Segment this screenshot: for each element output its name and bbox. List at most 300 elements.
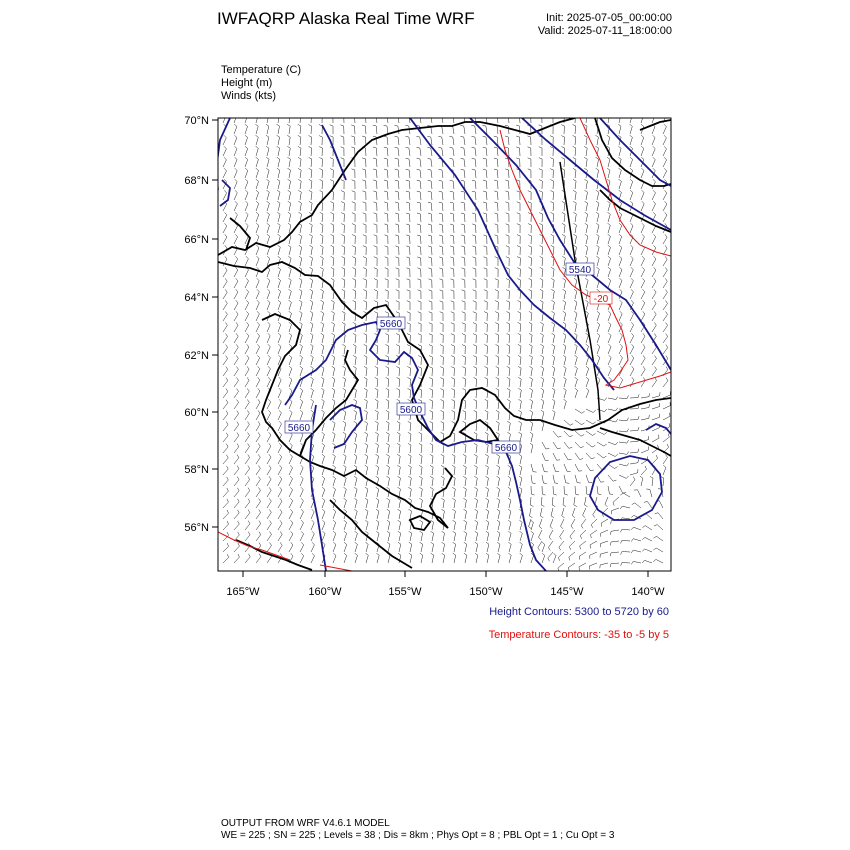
wind-barb	[619, 395, 629, 398]
wind-barb	[484, 312, 487, 321]
wind-barb	[311, 388, 314, 398]
wind-barb	[473, 323, 476, 332]
wind-barb	[256, 333, 260, 343]
wind-barb	[311, 520, 314, 530]
wind-barb	[234, 510, 239, 519]
wind-barb	[277, 223, 280, 233]
wind-barb	[420, 531, 423, 541]
wind-barb	[344, 542, 347, 552]
wind-barb	[355, 553, 358, 563]
wind-barb	[365, 498, 368, 508]
field-label-winds: Winds (kts)	[221, 90, 276, 102]
wind-barb	[362, 125, 366, 134]
wind-barb	[462, 279, 465, 288]
wind-barb	[551, 508, 554, 518]
wind-barb	[223, 466, 228, 475]
wind-barb	[484, 257, 487, 266]
wind-barb	[450, 213, 454, 222]
wind-barb	[430, 476, 433, 486]
wind-barb	[223, 289, 227, 299]
wind-barb	[373, 202, 377, 211]
wind-barb	[453, 553, 456, 563]
wind-barb	[553, 453, 560, 460]
wind-barb	[663, 301, 668, 311]
footer-config-line: WE = 225 ; SN = 225 ; Levels = 38 ; Dis = 8km ; Phys Opt = 8 ; PBL Opt = 1 ; Cu Opt = 3	[221, 830, 615, 841]
wind-barb	[417, 202, 421, 211]
wind-barb	[505, 191, 509, 200]
wind-barb	[299, 223, 302, 233]
height-contour-label: 5540	[568, 265, 592, 276]
wind-barb	[663, 455, 668, 465]
wind-barb	[528, 213, 531, 222]
wind-barb	[551, 300, 554, 310]
wind-barb	[644, 502, 652, 509]
wind-barb	[278, 520, 282, 530]
wind-barb	[495, 224, 499, 233]
wind-barb	[494, 202, 498, 211]
wind-barb	[419, 476, 422, 486]
wind-barb	[541, 355, 544, 365]
wind-barb	[531, 464, 537, 472]
wind-barb	[289, 465, 293, 475]
wind-barb	[619, 256, 622, 266]
wind-barb	[483, 169, 487, 178]
wind-barb	[597, 333, 600, 343]
wind-barb	[398, 542, 401, 552]
wind-barb	[331, 245, 334, 255]
wind-barb	[375, 399, 378, 409]
wind-barb	[619, 463, 629, 466]
wind-barb	[564, 486, 568, 495]
wind-barb	[541, 366, 544, 376]
wind-barb	[234, 378, 239, 388]
wind-barb	[320, 245, 323, 255]
wind-barb	[429, 301, 432, 310]
wind-barb	[580, 541, 586, 549]
wind-barb	[407, 268, 411, 277]
wind-barb	[333, 487, 336, 497]
wind-barb	[298, 168, 301, 178]
wind-barb	[287, 135, 290, 145]
wind-barb	[586, 333, 589, 343]
wind-barb	[395, 213, 399, 222]
wind-barb	[652, 190, 656, 200]
wind-barb	[563, 311, 566, 321]
wind-barb	[245, 256, 248, 266]
wind-barb	[407, 367, 410, 377]
wind-barb	[223, 323, 227, 333]
wind-barb	[611, 508, 619, 514]
wind-barb	[245, 179, 248, 189]
wind-barb	[408, 454, 411, 464]
wind-barb	[631, 527, 641, 530]
wind-barb	[655, 513, 663, 519]
wind-barb	[309, 201, 312, 211]
wind-barb	[385, 279, 388, 288]
wind-barb	[508, 542, 511, 552]
wind-barb	[321, 388, 324, 398]
wind-barb	[266, 157, 269, 167]
wind-barb	[256, 521, 261, 530]
wind-barb	[663, 146, 667, 156]
wind-barb	[472, 235, 476, 244]
wind-barb	[507, 334, 510, 344]
wind-barb	[308, 125, 311, 135]
wind-barb	[528, 191, 531, 200]
wind-barb	[385, 257, 388, 266]
wind-barb	[538, 541, 542, 551]
wind-barb	[322, 531, 325, 541]
wind-barb	[256, 377, 260, 387]
wind-barb	[654, 525, 663, 530]
wind-barb	[322, 520, 325, 530]
wind-barb	[596, 245, 599, 255]
wind-barb	[373, 169, 377, 178]
wind-barb	[289, 333, 292, 343]
wind-barb	[342, 278, 345, 288]
wind-barb	[256, 488, 261, 498]
wind-barb	[552, 388, 555, 398]
wind-barb	[321, 322, 324, 332]
wind-barb	[322, 432, 325, 442]
wind-barb	[563, 497, 566, 507]
wind-barb	[267, 212, 270, 222]
wind-barb	[600, 541, 608, 547]
wind-barb	[256, 179, 259, 189]
wind-barb	[353, 333, 356, 343]
wind-barb	[234, 234, 238, 244]
wind-barb	[530, 508, 533, 518]
wind-barb	[384, 125, 388, 134]
wind-barb	[597, 355, 600, 365]
wind-barb	[256, 190, 259, 200]
wind-barb	[531, 531, 534, 541]
wind-barb	[497, 553, 500, 563]
wind-barb	[642, 549, 652, 552]
wind-barb	[375, 377, 378, 387]
wind-barb	[408, 421, 411, 431]
wind-barb	[630, 377, 634, 387]
wind-barb	[395, 169, 399, 178]
wind-barb	[418, 323, 421, 332]
wind-barb	[580, 530, 586, 539]
wind-barb	[451, 367, 454, 376]
wind-barb	[652, 146, 655, 156]
wind-barb	[439, 180, 443, 189]
wind-barb	[354, 432, 357, 442]
wind-barb	[485, 454, 488, 464]
wind-barb	[464, 520, 467, 530]
wind-barb	[278, 267, 281, 277]
wind-barb	[452, 411, 455, 421]
wind-barb	[529, 377, 532, 387]
wind-barb	[652, 311, 656, 321]
wind-barb	[562, 212, 565, 222]
wind-barb	[461, 235, 465, 244]
wind-barb	[366, 542, 369, 552]
wind-barb	[441, 454, 444, 464]
wind-barb	[430, 454, 433, 464]
wind-barb	[245, 499, 250, 508]
wind-barb	[485, 399, 488, 409]
wind-barb	[539, 136, 542, 145]
wind-barb	[474, 378, 477, 388]
wind-barb	[288, 201, 291, 211]
wind-barb	[570, 530, 575, 539]
wind-barb	[619, 278, 622, 288]
wind-barb	[395, 235, 399, 244]
wind-barb	[597, 256, 600, 266]
wind-barb	[245, 521, 250, 530]
wind-barb	[419, 432, 422, 442]
wind-barb	[508, 487, 511, 497]
wind-barb	[300, 498, 303, 508]
wind-barb	[663, 157, 667, 167]
wind-barb	[608, 442, 618, 445]
wind-barb	[407, 345, 410, 354]
wind-barb	[362, 180, 366, 189]
wind-barb	[352, 213, 355, 222]
wind-barb	[343, 476, 346, 486]
wind-barb	[223, 223, 227, 233]
wind-barb	[408, 432, 411, 442]
wind-barb	[418, 301, 421, 310]
wind-barb	[300, 476, 303, 486]
wind-barb	[234, 146, 237, 156]
wind-barb	[365, 443, 368, 453]
wind-barb	[300, 355, 303, 365]
wind-barb	[418, 312, 421, 321]
wind-barb	[630, 469, 638, 475]
wind-barb	[256, 300, 259, 310]
wind-barb	[619, 475, 629, 478]
wind-barb	[641, 190, 644, 200]
wind-barb	[530, 497, 533, 507]
wind-barb	[484, 268, 487, 277]
wind-barb	[234, 488, 239, 497]
wind-barb	[663, 212, 667, 222]
wind-barb	[563, 333, 566, 343]
wind-barb	[530, 399, 533, 409]
wind-barb	[375, 432, 378, 442]
wind-barb	[234, 168, 237, 178]
wind-barb	[519, 432, 522, 442]
wind-barb	[311, 531, 314, 541]
wind-barb	[451, 334, 454, 343]
wind-barb	[267, 366, 270, 376]
wind-barb	[540, 289, 543, 299]
wind-barb	[420, 553, 423, 563]
wind-barb	[474, 454, 477, 464]
wind-barb	[344, 553, 347, 563]
wind-barb	[344, 520, 347, 530]
wind-barb	[384, 114, 389, 123]
wind-barb	[642, 526, 652, 530]
wind-barb	[267, 322, 270, 332]
wind-barb	[331, 322, 334, 332]
wind-barb	[630, 289, 633, 299]
wind-barb	[585, 223, 588, 233]
wind-barb	[298, 157, 301, 167]
wind-barb	[386, 378, 389, 388]
wind-barb	[608, 322, 611, 332]
wind-barb	[585, 234, 588, 244]
wind-barb	[539, 530, 543, 540]
wind-barb	[223, 312, 227, 322]
wind-barb	[289, 366, 292, 376]
wind-barb	[417, 180, 421, 189]
wind-barb	[331, 267, 334, 277]
wind-barb	[530, 388, 533, 398]
wind-barb	[375, 366, 378, 376]
wind-barb	[331, 235, 334, 245]
wind-barb	[529, 290, 532, 300]
wind-barb	[321, 366, 324, 376]
wind-barb	[497, 542, 500, 552]
wind-barb	[439, 224, 443, 233]
wind-barb	[299, 256, 302, 266]
wind-barb	[277, 157, 280, 167]
wind-barb	[552, 410, 555, 420]
wind-barb	[267, 267, 270, 277]
wind-barb	[619, 223, 622, 233]
wind-barb	[507, 421, 510, 431]
wind-barb	[461, 191, 465, 200]
wind-barb	[618, 146, 621, 156]
wind-barb	[472, 224, 476, 233]
wind-barb	[619, 168, 622, 178]
wind-barb	[395, 147, 399, 156]
wind-barb	[641, 377, 645, 387]
wind-barb	[408, 487, 411, 497]
wind-barb	[607, 201, 610, 211]
wind-barb	[234, 422, 239, 431]
wind-barb	[620, 493, 630, 497]
wind-barb	[333, 509, 336, 519]
wind-barb	[452, 465, 455, 475]
wind-barb	[485, 465, 488, 475]
wind-barb	[417, 246, 421, 255]
wind-barb	[256, 146, 259, 156]
wind-barb	[299, 234, 302, 244]
wind-barb	[590, 541, 597, 548]
wind-barb	[663, 201, 667, 211]
wind-barb	[505, 125, 509, 134]
wind-barb	[574, 322, 577, 332]
wind-barb	[386, 454, 389, 464]
wind-barb	[505, 169, 509, 178]
wind-barb	[462, 345, 465, 354]
wind-barb	[266, 135, 269, 145]
wind-barb	[387, 520, 390, 530]
wind-barb	[497, 487, 500, 497]
wind-barb	[517, 213, 520, 222]
wind-barb	[430, 487, 433, 497]
wind-barb	[619, 344, 623, 354]
wind-barb	[245, 278, 249, 288]
wind-barb	[634, 490, 641, 497]
wind-barb	[450, 246, 454, 255]
wind-barb	[300, 410, 303, 420]
wind-barb	[245, 444, 250, 454]
wind-barb	[409, 531, 412, 541]
wind-barb	[365, 454, 368, 464]
wind-barb	[386, 465, 389, 475]
wind-barb	[561, 519, 565, 529]
wind-barb	[517, 224, 520, 233]
wind-barb	[597, 486, 601, 495]
wind-barb	[563, 355, 566, 365]
wind-barb	[597, 409, 607, 412]
wind-barb	[652, 367, 657, 377]
wind-barb	[584, 157, 587, 167]
wind-barb	[396, 290, 399, 299]
wind-barb	[463, 465, 466, 475]
wind-barb	[473, 367, 476, 377]
wind-barb	[562, 223, 565, 233]
wind-barb	[540, 333, 543, 343]
wind-barb	[288, 267, 291, 277]
wind-barb	[564, 464, 571, 471]
wind-barb	[417, 191, 421, 200]
lon-tick-label: 145°W	[550, 586, 584, 598]
wind-barb	[223, 234, 227, 244]
wind-barb	[375, 345, 378, 355]
wind-barb	[663, 312, 668, 322]
wind-barb	[245, 510, 250, 519]
wind-barb	[607, 157, 610, 167]
wind-barb	[384, 158, 388, 167]
wind-barb	[384, 202, 388, 211]
wind-barb	[573, 136, 576, 146]
wind-barb	[652, 179, 655, 189]
wind-barb	[430, 422, 433, 432]
wind-barb	[256, 245, 259, 255]
wind-barb	[508, 476, 511, 486]
wind-barb	[608, 486, 613, 495]
wind-barb	[287, 157, 290, 167]
wind-barb	[452, 498, 455, 508]
wind-barb	[605, 497, 608, 507]
wind-barb	[563, 344, 566, 354]
wind-barb	[408, 476, 411, 486]
wind-barb	[540, 257, 543, 267]
wind-barb	[495, 257, 498, 266]
wind-barb	[309, 245, 312, 255]
lon-tick-label: 150°W	[469, 586, 503, 598]
wind-barb	[441, 465, 444, 475]
wind-barb	[223, 499, 228, 508]
wind-barb	[332, 377, 335, 387]
wind-barb	[396, 334, 399, 343]
wind-barb	[420, 542, 423, 552]
wind-barb	[332, 366, 335, 376]
wind-barb	[406, 202, 410, 211]
wind-barb	[409, 542, 412, 552]
wind-barb	[494, 114, 498, 123]
wind-barb	[319, 147, 322, 156]
wind-barb	[234, 389, 239, 399]
wind-barb	[573, 212, 576, 222]
wind-barb	[528, 158, 531, 167]
wind-barb	[475, 553, 478, 563]
wind-barb	[234, 367, 238, 377]
wind-barb	[245, 311, 249, 321]
wind-barb	[451, 290, 454, 299]
wind-barb	[483, 147, 487, 156]
wind-barb	[451, 389, 454, 399]
wind-barb	[471, 125, 476, 134]
